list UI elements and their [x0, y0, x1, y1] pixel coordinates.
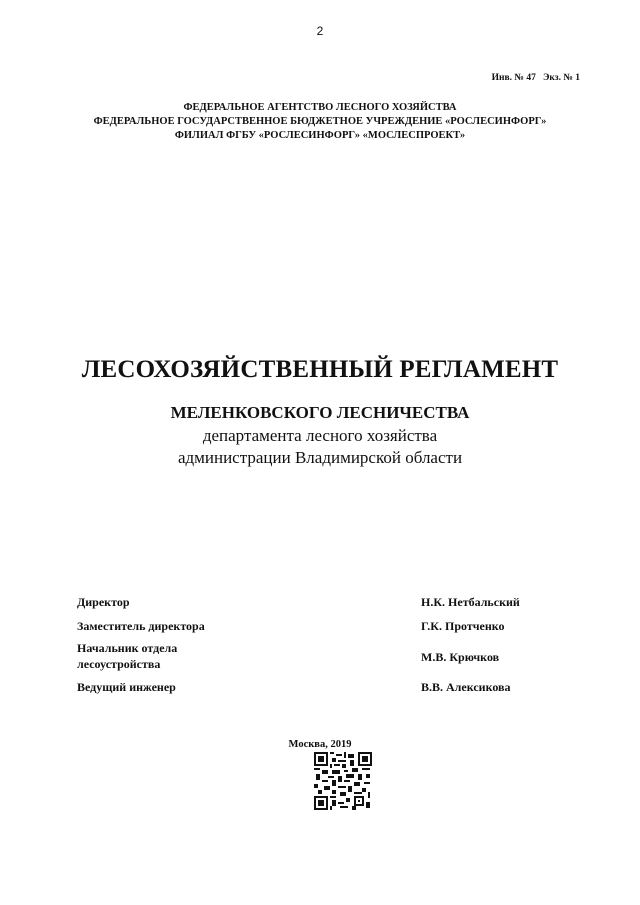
signatory-position-line: лесоустройства — [77, 657, 161, 671]
subtitle-line: администрации Владимирской области — [177, 448, 463, 467]
signatory-position-line: Начальник отдела — [77, 641, 178, 655]
inventory-number: Инв. № 47 Экз. № 1 — [491, 73, 580, 83]
organization-line: ФЕДЕРАЛЬНОЕ АГЕНТСТВО ЛЕСНОГО ХОЗЯЙСТВА — [183, 102, 457, 113]
signatory-name: М.В. Крючков — [421, 650, 500, 664]
signatory-name: Н.К. Нетбальский — [421, 595, 520, 609]
organization-line: ФИЛИАЛ ФГБУ «РОСЛЕСИНФОРГ» «МОСЛЕСПРОЕКТ» — [174, 130, 466, 141]
signatory-position: Ведущий инженер — [77, 680, 176, 694]
signatory-position — [77, 640, 177, 672]
signatory-name: В.В. Алексикова — [421, 680, 511, 694]
organization-line: ФЕДЕРАЛЬНОЕ ГОСУДАРСТВЕННОЕ БЮДЖЕТНОЕ УЧРЕЖДЕНИЕ «РОСЛЕСИНФОРГ» — [93, 116, 547, 127]
document-title: ЛЕСОХОЗЯЙСТВЕННЫЙ РЕГЛАМЕНТ — [81, 356, 559, 383]
qr-code-icon — [314, 752, 372, 810]
document-subtitle-detail — [0, 425, 640, 469]
signatory-position: Заместитель директора — [77, 619, 205, 633]
organization-header — [0, 101, 640, 143]
document-subtitle: МЕЛЕНКОВСКОГО ЛЕСНИЧЕСТВА — [170, 403, 470, 422]
city-year: Москва, 2019 — [288, 739, 352, 750]
signatory-position: Директор — [77, 595, 130, 609]
signatory-name: Г.К. Протченко — [421, 619, 505, 633]
subtitle-line: департамента лесного хозяйства — [202, 426, 438, 445]
page-number: 2 — [316, 24, 324, 38]
